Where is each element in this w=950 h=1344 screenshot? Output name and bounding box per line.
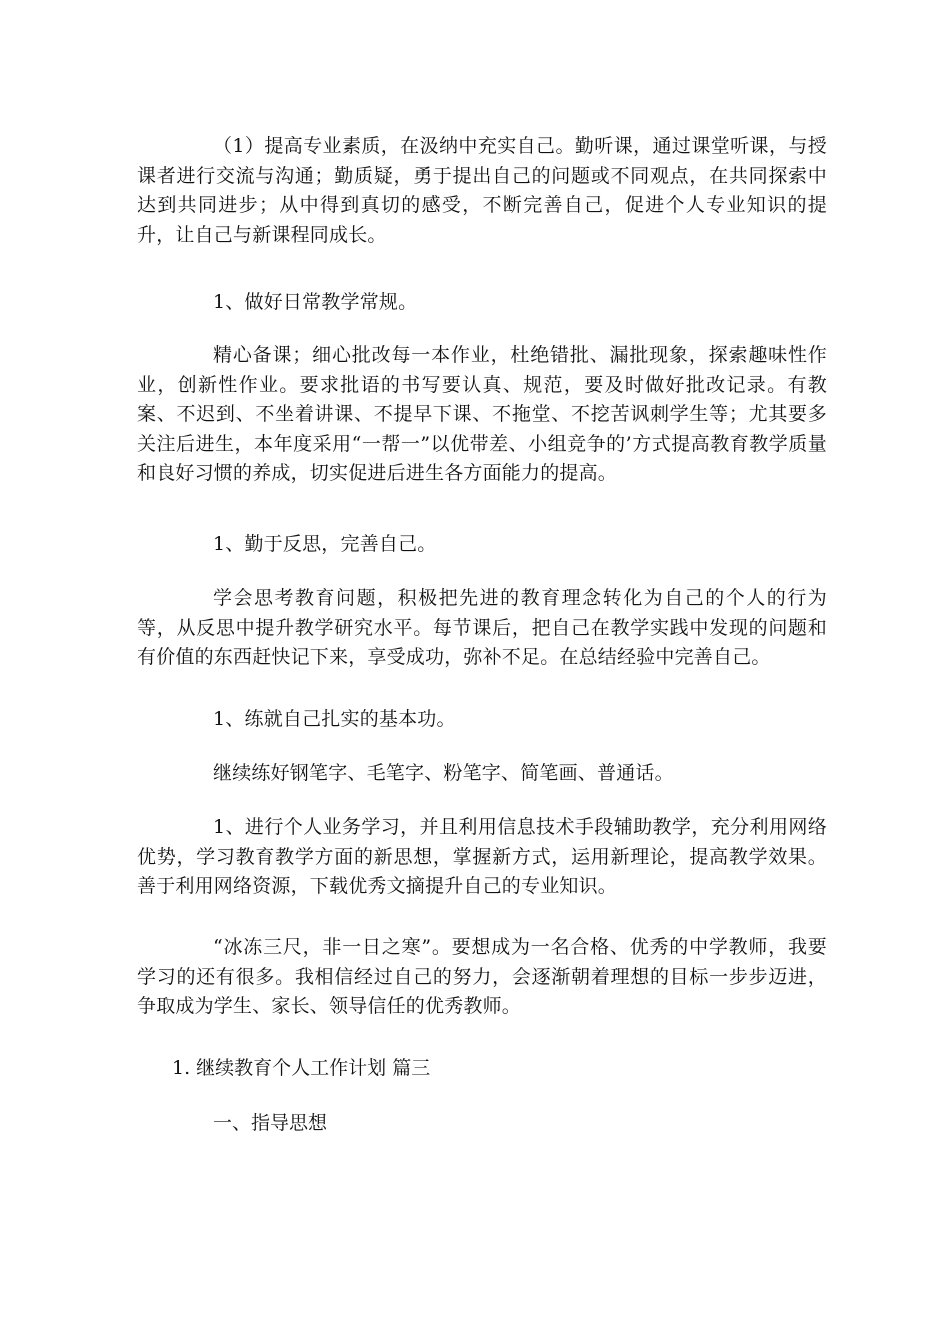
subheading-guiding-ideology: 一、指导思想	[213, 1112, 328, 1134]
paragraph-reflection: 学会思考教育问题，积极把先进的教育理念转化为自己的个人的行为等，从反思中提升教学研究水平。每节课后，把自己在教学实践中发现的问题和有价值的东西赶快记下来，享受成功，弥补不足。在总结经验中完善自己。	[137, 587, 827, 668]
paragraph-conclusion: “冰冻三尺，非一日之寒”。要想成为一名合格、优秀的中学教师，我要学习的还有很多。我相信经过自己的努力，会逐渐朝着理想的目标一步步迈进，争取成为学生、家长、领导信任的优秀教师。	[137, 936, 827, 1017]
paragraph-basic-skills-heading: 1、练就自己扎实的基本功。	[213, 708, 456, 730]
paragraph-lesson-preparation: 精心备课；细心批改每一本作业，杜绝错批、漏批现象，探索趣味性作业，创新性作业。要求批语的书写要认真、规范，要及时做好批改记录。有教案、不迟到、不坐着讲课、不提早下课、不拖堂、不挖苦讽刺学生等；尤其要多关注后进生，本年度采用“一帮一”以优带差、小组竞争的’方式提高教育教学质量和良好习惯的养成，切实促进后进生各方面能力的提高。	[137, 344, 827, 484]
section-title: 1. 继续教育个人工作计划 篇三	[172, 1057, 431, 1079]
paragraph-basic-skills: 继续练好钢笔字、毛笔字、粉笔字、简笔画、普通话。	[213, 762, 674, 784]
paragraph-routine-heading: 1、做好日常教学常规。	[213, 291, 418, 313]
paragraph-professional-quality: （1）提高专业素质，在汲纳中充实自己。勤听课，通过课堂听课，与授课者进行交流与沟通；勤质疑，勇于提出自己的问题或不同观点，在共同探索中达到共同进步；从中得到真切的感受，不断完善自己，促进个人专业知识的提升，让自己与新课程同成长。	[137, 135, 827, 246]
paragraph-business-study: 1、进行个人业务学习，并且利用信息技术手段辅助教学，充分利用网络优势，学习教育教学方面的新思想，掌握新方式，运用新理论，提高教学效果。善于利用网络资源，下载优秀文摘提升自己的专业知识。	[137, 816, 827, 897]
paragraph-reflection-heading: 1、勤于反思，完善自己。	[213, 533, 437, 555]
